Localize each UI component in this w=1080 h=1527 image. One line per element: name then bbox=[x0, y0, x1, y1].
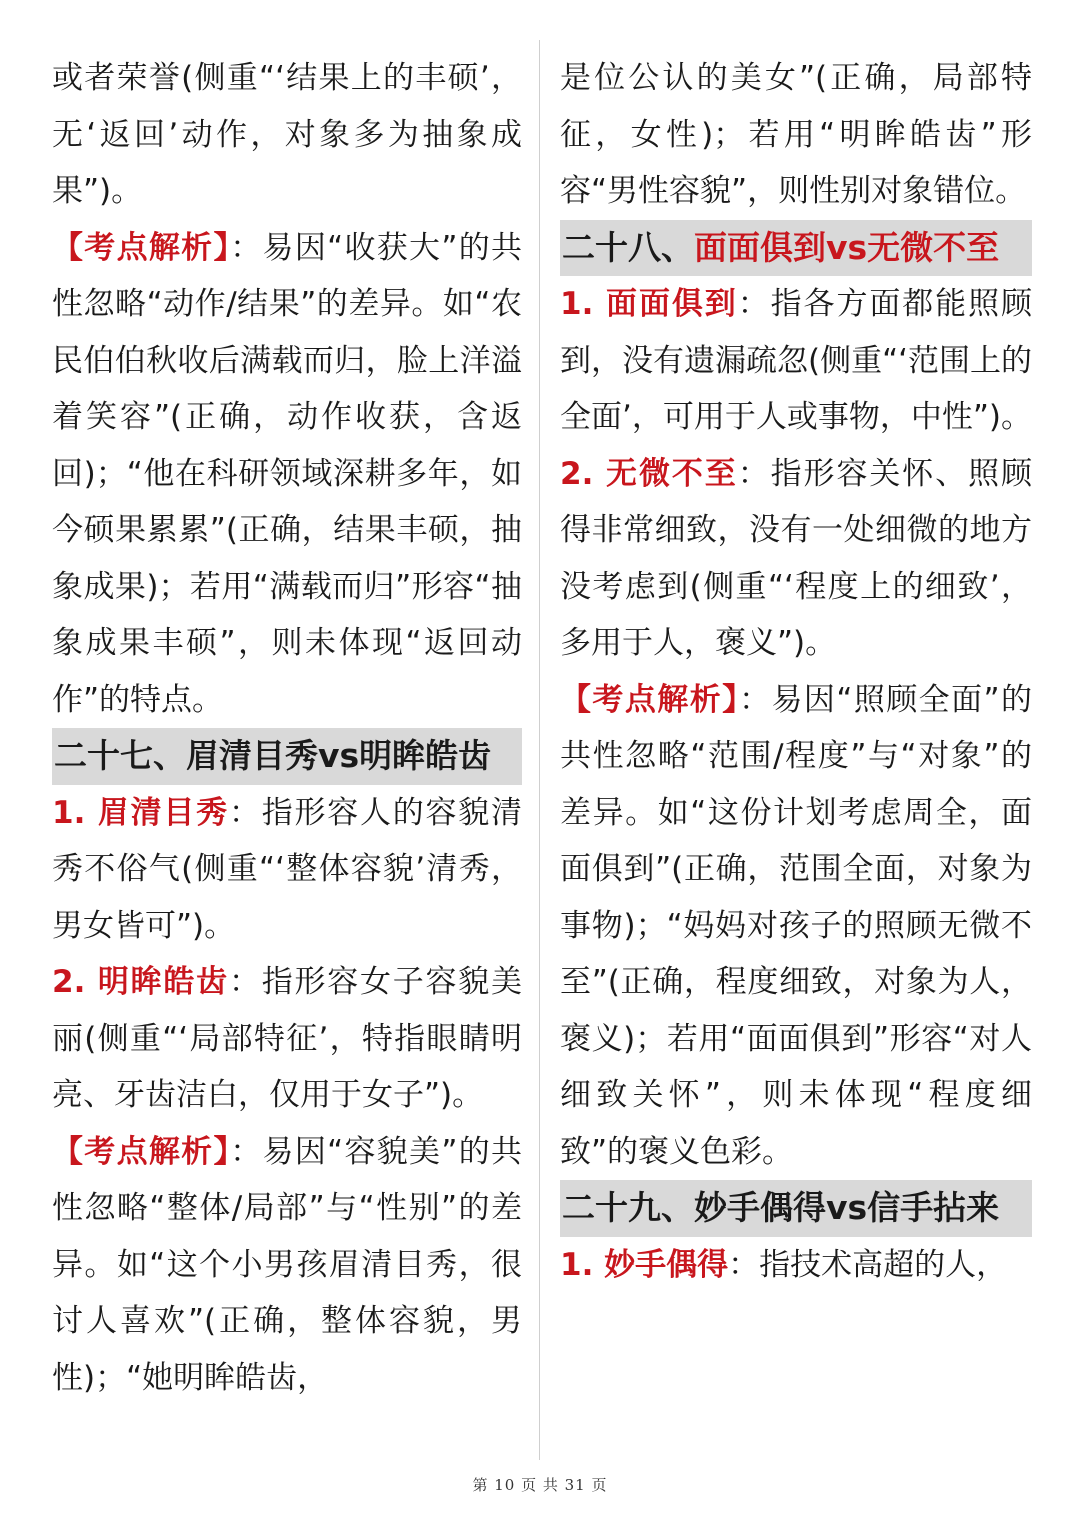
item-label: 1. 面面俱到 bbox=[560, 286, 738, 322]
heading-title: 面面俱到vs无微不至 bbox=[694, 227, 1000, 267]
analysis-paragraph bbox=[52, 220, 522, 729]
analysis-paragraph bbox=[560, 672, 1032, 1181]
section-heading-28 bbox=[560, 220, 1032, 277]
analysis-label: 【考点解析】 bbox=[560, 681, 740, 718]
item-paragraph bbox=[52, 954, 522, 1124]
item-paragraph bbox=[560, 276, 1032, 446]
analysis-label: 【考点解析】 bbox=[52, 229, 231, 266]
section-heading-27: 二十七、眉清目秀vs明眸皓齿 bbox=[52, 728, 522, 785]
item-text: ：指形容关怀、照顾得非常细致，没有一处细微的地方没考虑到(侧重“‘程度上的细致’，多用于人，褒义”)。 bbox=[560, 455, 1033, 661]
item-label: 1. 眉清目秀 bbox=[52, 794, 229, 831]
item-text: ：指形容人的容貌清秀不俗气(侧重“‘整体容貌’清秀，男女皆可”)。 bbox=[52, 794, 523, 944]
item-paragraph bbox=[560, 446, 1032, 672]
column-divider bbox=[539, 40, 540, 1460]
analysis-text: ：易因“照顾全面”的共性忽略“范围/程度”与“对象”的差异。如“这份计划考虑周全，面面俱到”(正确，范围全面，对象为事物)；“妈妈对孩子的照顾无微不至”(正确，程度细致，对象为人，褒义)；若用“面面俱到”形容“对人细致关怀”，则未体现“程度细致”的褒义色彩。 bbox=[560, 681, 1033, 1170]
item-label: 2. 无微不至 bbox=[560, 455, 738, 492]
analysis-text: ：易因“容貌美”的共性忽略“整体/局部”与“性别”的差异。如“这个小男孩眉清目秀，很讨人喜欢”(正确，整体容貌，男性)；“她明眸皓齿， bbox=[52, 1133, 522, 1396]
paragraph: 或者荣誉(侧重“‘结果上的丰硕’，无‘返回’动作，对象多为抽象成果”)。 bbox=[52, 60, 522, 209]
item-paragraph bbox=[560, 1237, 1032, 1294]
section-heading-29: 二十九、妙手偶得vs信手拈来 bbox=[560, 1180, 1032, 1237]
paragraph: 是位公认的美女”(正确，局部特征，女性)；若用“明眸皓齿”形容“男性容貌”，则性别对象错位。 bbox=[560, 60, 1032, 209]
item-text: ：指各方面都能照顾到，没有遗漏疏忽(侧重“‘范围上的全面’，可用于人或事物，中性”)。 bbox=[560, 286, 1033, 435]
analysis-paragraph bbox=[52, 1124, 522, 1407]
item-label: 1. 妙手偶得 bbox=[560, 1246, 729, 1283]
analysis-label: 【考点解析】 bbox=[52, 1133, 231, 1170]
page-footer: 第 10 页 共 31 页 bbox=[472, 1476, 608, 1494]
analysis-text: ：易因“收获大”的共性忽略“动作/结果”的差异。如“农民伯伯秋收后满载而归，脸上洋溢着笑容”(正确，动作收获，含返回)；“他在科研领域深耕多年，如今硕果累累”(正确，结果丰硕，抽象成果)；若用“满载而归”形容“抽象成果丰硕”，则未体现“返回动作”的特点。 bbox=[52, 229, 522, 718]
item-label: 2. 明眸皓齿 bbox=[52, 964, 229, 1000]
item-text: ：指技术高超的人， bbox=[728, 1246, 1008, 1283]
heading-prefix: 二十八、 bbox=[562, 227, 694, 267]
item-text: ：指形容女子容貌美丽(侧重“‘局部特征’，特指眼睛明亮、牙齿洁白，仅用于女子”)。 bbox=[52, 964, 523, 1113]
item-paragraph bbox=[52, 785, 522, 955]
left-column bbox=[52, 50, 522, 1406]
right-column bbox=[560, 50, 1032, 1293]
